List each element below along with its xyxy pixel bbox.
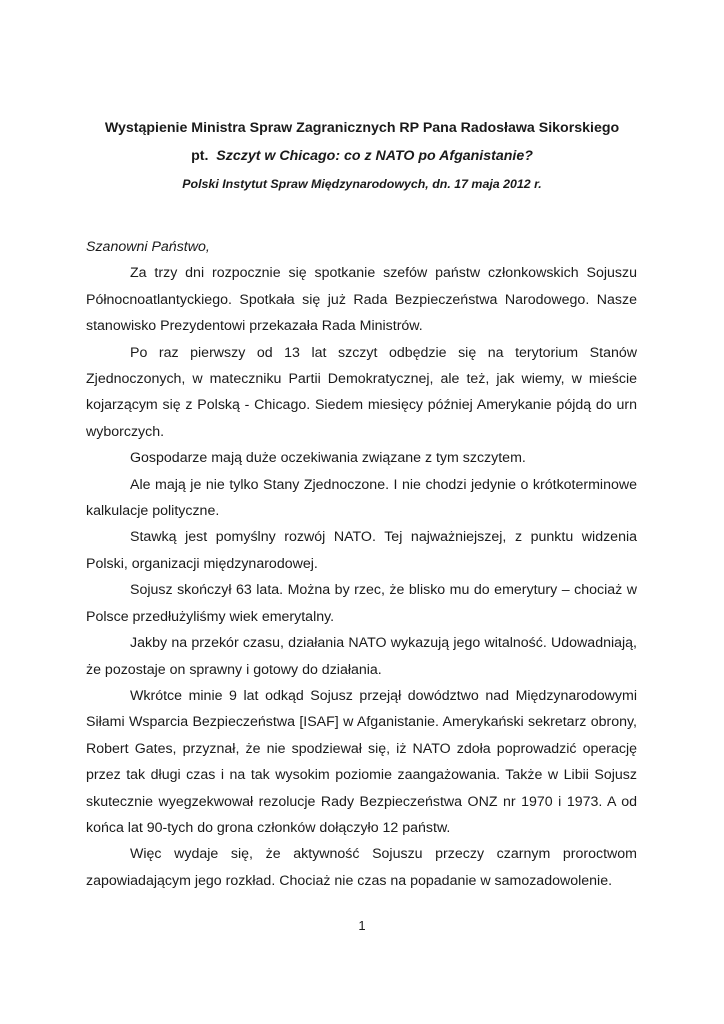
paragraph: Po raz pierwszy od 13 lat szczyt odbędzie się na terytorium Stanów Zjednoczonych, w mateczniku Partii Demokratycznej, ale też, jak wiemy, w mieście kojarzącym się z Polską - Chicago. Siedem miesięcy później Amerykanie pójdą do urn wyborczych. [86,344,637,440]
paragraph: Za trzy dni rozpocznie się spotkanie szefów państw członkowskich Sojuszu Północnoatlantyckiego. Spotkała się już Rada Bezpieczeństwa Narodowego. Nasze stanowisko Prezydentowi przekazała Rada Ministrów. [86,265,637,335]
paragraph: Gospodarze mają duże oczekiwania związane z tym szczytem. [130,450,526,467]
page-number: 1 [358,918,366,933]
paragraph: Wkrótce minie 9 lat odkąd Sojusz przejął dowództwo nad Międzynarodowymi Siłami Wsparcia Bezpieczeństwa [ISAF] w Afganistanie. Amerykański sekretarz obrony, Robert Gates, przyznał, że nie spodziewał się, iż NATO zdoła poprowadzić operację przez tak długi czas i na tak wysokim poziomie zaangażowania. Także w Libii Sojusz skutecznie wyegzekwował rezolucje Rady Bezpieczeństwa ONZ nr 1970 i 1973. A od końca lat 90-tych do grona członków dołączyło 12 państw. [86,687,637,836]
speech-subject [80,148,644,164]
paragraph: Sojusz skończył 63 lata. Można by rzec, że blisko mu do emerytury – chociaż w Polsce przedłużyliśmy wiek emerytalny. [86,582,637,625]
subject-prefix: pt. [191,148,209,164]
paragraph: Jakby na przekór czasu, działania NATO wykazują jego witalność. Udowadniają, że pozostaje on sprawny i gotowy do działania. [86,635,637,678]
paragraph: Stawką jest pomyślny rozwój NATO. Tej najważniejszej, z punktu widzenia Polski, organizacji międzynarodowej. [86,529,637,572]
paragraph: Ale mają je nie tylko Stany Zjednoczone. I nie chodzi jedynie o krótkoterminowe kalkulacje polityczne. [86,476,637,520]
venue-date: Polski Instytut Spraw Międzynarodowych, dn. 17 maja 2012 r. [182,177,542,191]
paragraph: Więc wydaje się, że aktywność Sojuszu przeczy czarnym proroctwom zapowiadającym jego rozkład. Chociaż nie czas na popadanie w samozadowolenie. [86,846,637,889]
subject-text: Szczyt w Chicago: co z NATO po Afganistanie? [216,148,533,164]
speech-title: Wystąpienie Ministra Spraw Zagranicznych RP Pana Radosława Sikorskiego [104,120,620,136]
speech-body [86,234,637,894]
salutation: Szanowni Państwo, [86,239,210,255]
